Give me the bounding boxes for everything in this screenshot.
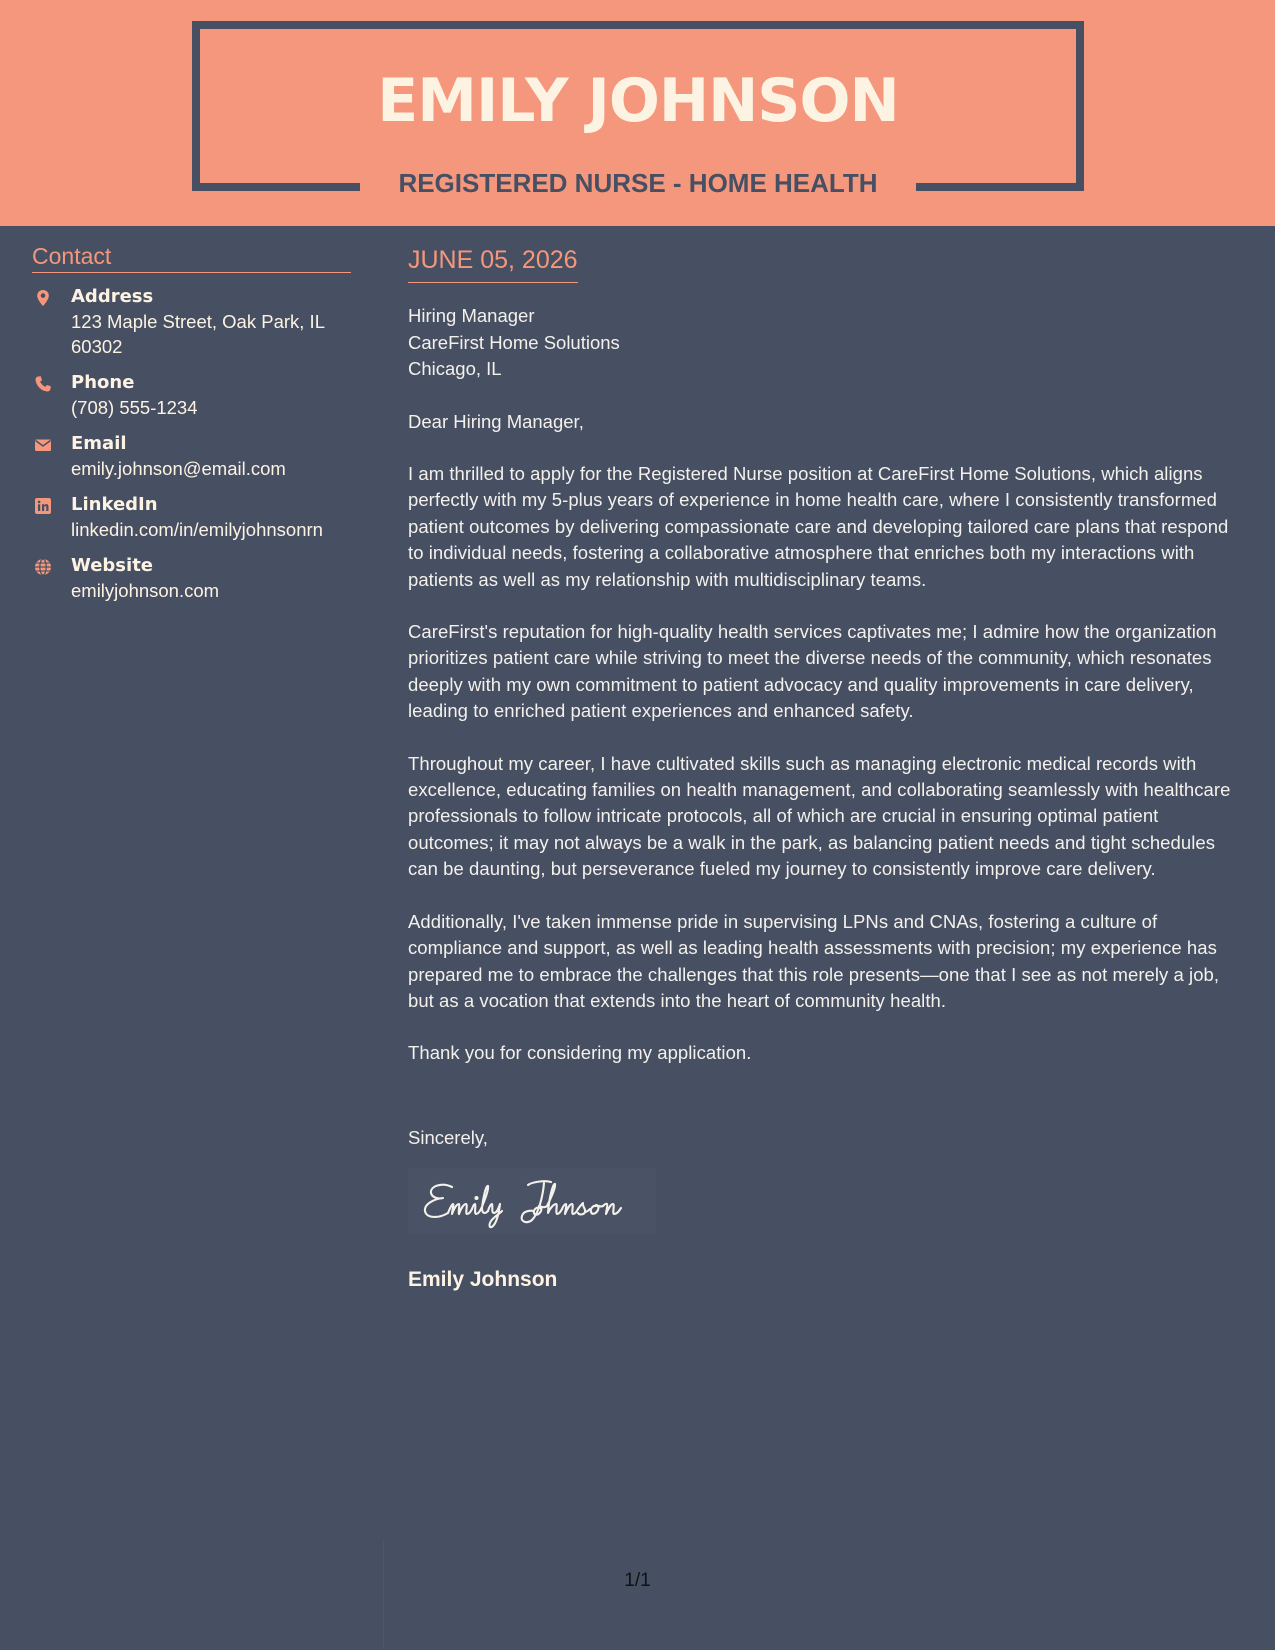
- letter-body: [408, 244, 1244, 1067]
- email-value[interactable]: emily.johnson@email.com: [71, 458, 286, 479]
- contact-heading: Contact: [32, 242, 351, 273]
- address-value: 123 Maple Street, Oak Park, IL 60302: [71, 311, 325, 357]
- contact-linkedin: [32, 493, 351, 542]
- body-paragraph: I am thrilled to apply for the Registered Nurse position at CareFirst Home Solutions, which aligns perfectly with my 5-plus years of experience in home health care, where I consistently transformed patient outcomes by delivering compassionate care and developing tailored care plans that respond to individual needs, fostering a collaborative atmosphere that enriches both my interactions with patients as well as my relationship with multidisciplinary teams.: [408, 463, 1229, 590]
- phone-icon: [34, 375, 52, 393]
- linkedin-value[interactable]: linkedin.com/in/emilyjohnsonrn: [71, 519, 323, 540]
- contact-email: [32, 432, 351, 481]
- signed-name: Emily Johnson: [408, 1268, 558, 1291]
- header-banner: [0, 0, 1275, 226]
- website-value[interactable]: emilyjohnson.com: [71, 580, 220, 601]
- email-label: Email: [71, 433, 127, 454]
- signature-image: [408, 1168, 656, 1234]
- website-label: Website: [71, 555, 154, 576]
- linkedin-icon: [34, 497, 52, 515]
- handwritten-signature: [408, 1168, 656, 1234]
- body-paragraph: CareFirst's reputation for high-quality health services captivates me; I admire how the organization prioritizes patient care while striving to meet the diverse needs of the community, which resonates deeply with my own commitment to patient advocacy and quality improvements in care delivery, leading to enriched patient experiences and enhanced safety.: [408, 621, 1217, 722]
- closing: Sincerely,: [408, 1127, 488, 1148]
- applicant-name: EMILY JOHNSON: [377, 66, 899, 136]
- linkedin-label: LinkedIn: [71, 494, 158, 515]
- recipient-block: [408, 303, 1244, 383]
- job-title: REGISTERED NURSE - HOME HEALTH: [398, 168, 878, 198]
- envelope-icon: [34, 436, 52, 454]
- body-paragraph: Additionally, I've taken immense pride in supervising LPNs and CNAs, fostering a culture of compliance and support, as well as leading health assessments with precision; my experience has prepared me to embrace the challenges that this role presents—one that I see as not merely a job, but as a vocation that extends into the heart of community health.: [408, 910, 1220, 1011]
- phone-label: Phone: [71, 372, 135, 393]
- recipient-line: Chicago, IL: [408, 358, 502, 379]
- globe-icon: [34, 558, 52, 576]
- recipient-line: Hiring Manager: [408, 305, 535, 326]
- page-number: 1/1: [624, 1570, 651, 1591]
- contact-sidebar: [32, 242, 351, 603]
- body-paragraph: Throughout my career, I have cultivated skills such as managing electronic medical records with excellence, educating families on health management, and collaborating seamlessly with healthcare professionals to follow intricate protocols, all of which are crucial in ensuring optimal patient outcomes; it may not always be a walk in the park, as balancing patient needs and tight schedules can be daunting, but perseverance fueled my journey to consistently improve care delivery.: [408, 752, 1231, 880]
- recipient-line: CareFirst Home Solutions: [408, 331, 620, 353]
- salutation: Dear Hiring Manager,: [408, 410, 584, 432]
- letter-date: JUNE 05, 2026: [408, 244, 578, 283]
- column-divider: [383, 1540, 384, 1650]
- contact-address: [32, 285, 351, 359]
- thank-you-line: Thank you for considering my application.: [408, 1042, 752, 1064]
- contact-website: [32, 554, 351, 603]
- contact-phone: [32, 371, 351, 420]
- address-label: Address: [71, 286, 154, 307]
- phone-value[interactable]: (708) 555-1234: [71, 397, 198, 418]
- map-pin-icon: [34, 289, 52, 307]
